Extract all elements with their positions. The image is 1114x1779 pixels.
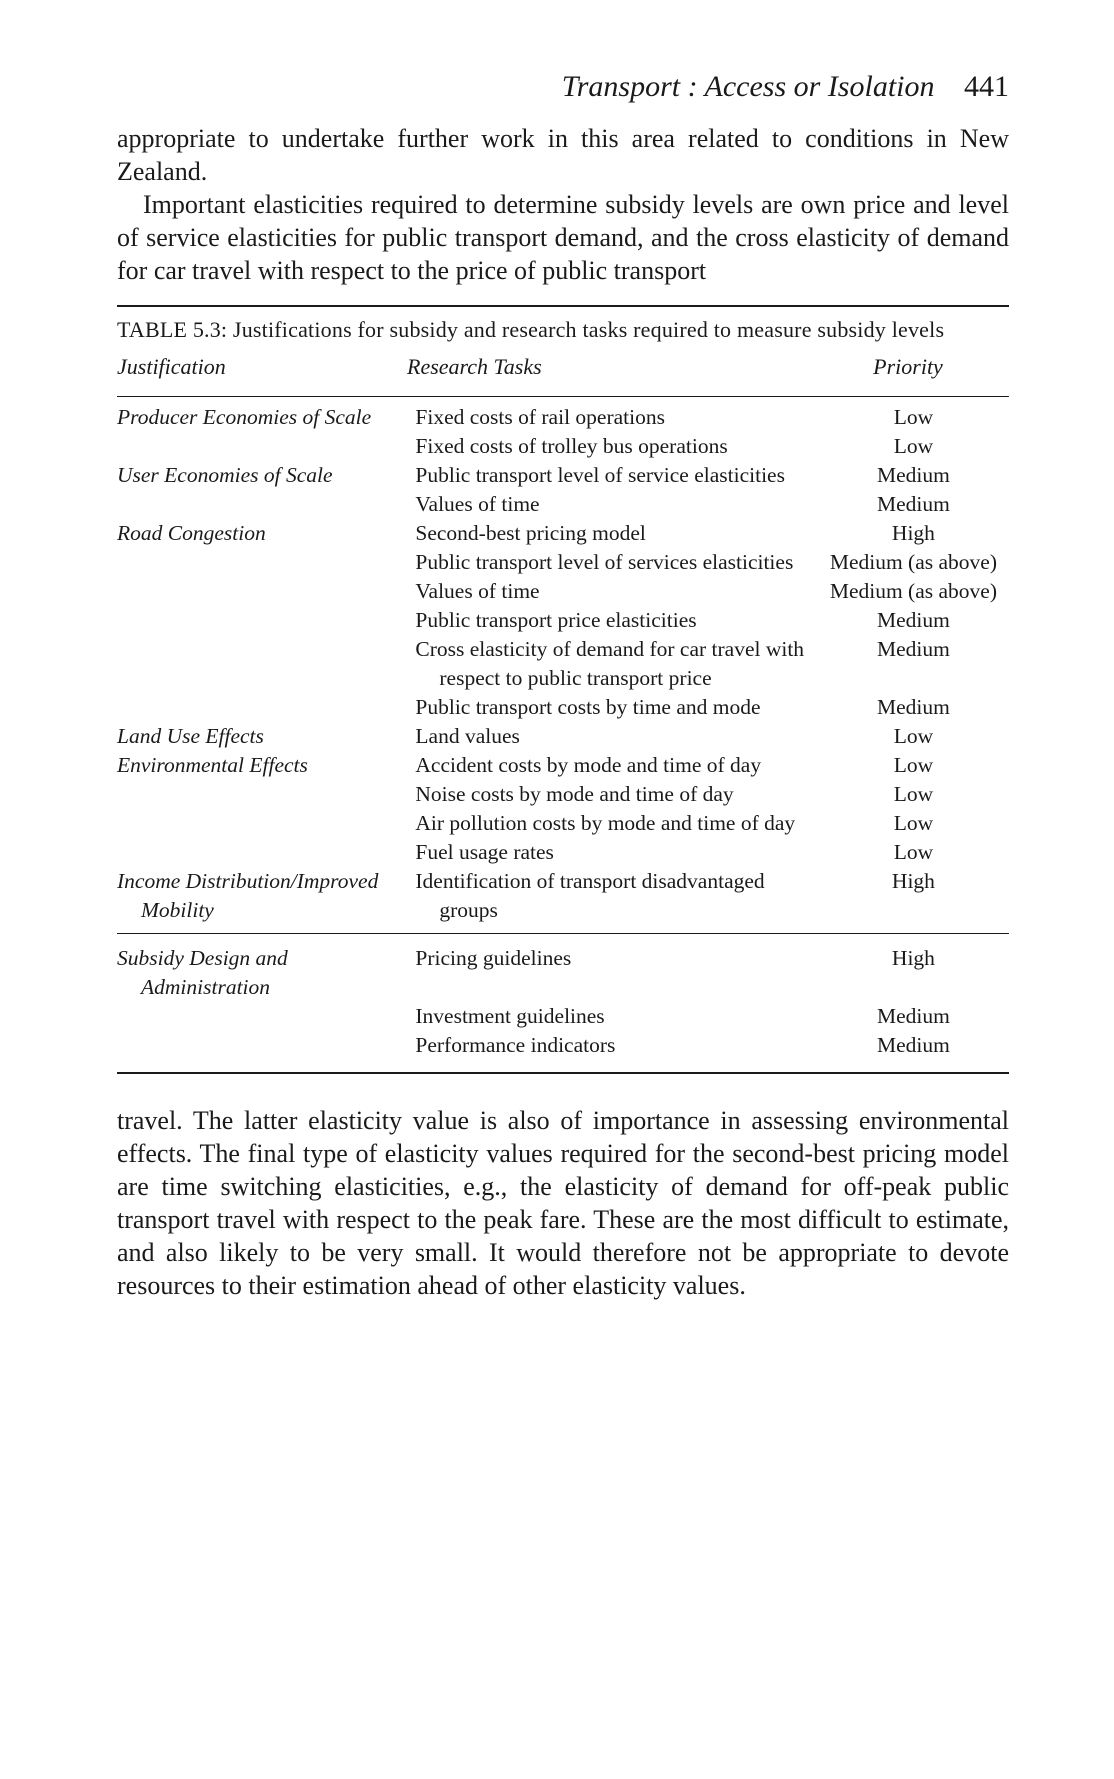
table-caption: TABLE 5.3: Justifications for subsidy and research tasks required to measure subsidy levels: [117, 317, 945, 342]
header-justification: Justification: [117, 354, 226, 379]
table-row: [117, 809, 1009, 838]
priority-cell: Low: [893, 782, 934, 806]
research-task-cell: Cross elasticity of demand for car travel with respect to public transport price: [415, 637, 805, 690]
research-task-cell: Second-best pricing model: [415, 521, 646, 545]
priority-cell: High: [891, 521, 935, 545]
header-research-tasks: Research Tasks: [407, 354, 542, 379]
table-row: [117, 722, 1009, 751]
table-row: [117, 1002, 1009, 1031]
table-header-row: [117, 354, 1009, 397]
justification-cell: Land Use Effects: [117, 724, 264, 748]
priority-cell: High: [891, 869, 935, 893]
priority-cell: Medium: [876, 1033, 950, 1057]
priority-cell: Medium: [876, 463, 950, 487]
justification-cell: [117, 1002, 415, 1031]
justification-cell: User Economies of Scale: [117, 463, 333, 487]
research-task-cell: Identification of transport disadvantaged groups: [415, 869, 765, 922]
research-task-cell: Land values: [415, 724, 520, 748]
research-task-cell: Noise costs by mode and time of day: [415, 782, 734, 806]
outro-paragraph: travel. The latter elasticity value is also of importance in assessing environmental effects. The final type of elasticity values required for the second-best pricing model are time switching elasticities, e.g., the elasticity of demand for off-peak public transport travel with respect to the peak fare. These are the most difficult to estimate, and also likely to be very small. It would therefore not be appropriate to devote resources to their estimation ahead of other elasticity values.: [117, 1106, 1009, 1300]
table-row: [117, 635, 1009, 693]
table-row: [117, 403, 1009, 432]
justification-cell: [117, 1031, 415, 1060]
justification-cell: [117, 780, 415, 809]
intro-paragraph-2: Important elasticities required to determine subsidy levels are own price and level of service elasticities for public transport demand, and the cross elasticity of demand for car travel with respect to the price of public transport: [117, 190, 1009, 285]
running-head: [117, 70, 1009, 114]
justification-cell: [117, 606, 415, 635]
priority-cell: Medium (as above): [829, 579, 997, 603]
justification-cell: [117, 838, 415, 867]
justification-cell: [117, 548, 415, 577]
justification-cell: Road Congestion: [117, 521, 266, 545]
research-task-cell: Values of time: [415, 579, 540, 603]
priority-cell: Low: [893, 753, 934, 777]
book-page: [117, 70, 1009, 1302]
table-row: [117, 1031, 1009, 1060]
priority-cell: Low: [893, 724, 934, 748]
justification-cell: [117, 490, 415, 519]
research-task-cell: Fixed costs of trolley bus operations: [415, 434, 728, 458]
priority-cell: Low: [893, 811, 934, 835]
table-row: [117, 432, 1009, 461]
justification-cell: [117, 635, 415, 693]
research-task-cell: Fuel usage rates: [415, 840, 554, 864]
table-row: [117, 751, 1009, 780]
table-row: [117, 577, 1009, 606]
table-row: [117, 838, 1009, 867]
priority-cell: Medium: [876, 1004, 950, 1028]
table-row: [117, 490, 1009, 519]
table-row: [117, 693, 1009, 722]
table-row: [117, 548, 1009, 577]
running-head-title: Transport : Access or Isolation: [561, 70, 935, 103]
priority-cell: Medium (as above): [829, 550, 997, 574]
subsidy-table: [117, 305, 1009, 1074]
justification-cell: [117, 577, 415, 606]
research-task-cell: Public transport price elasticities: [415, 608, 697, 632]
header-priority: Priority: [873, 354, 943, 379]
table-row: [117, 867, 1009, 925]
research-task-cell: Accident costs by mode and time of day: [415, 753, 762, 777]
research-task-cell: Investment guidelines: [415, 1004, 605, 1028]
table-body: [117, 397, 1009, 1068]
research-task-cell: Air pollution costs by mode and time of day: [415, 811, 796, 835]
justification-cell: Producer Economies of Scale: [117, 405, 372, 429]
research-task-cell: Public transport level of services elasticities: [415, 550, 794, 574]
intro-paragraph-1: appropriate to undertake further work in this area related to conditions in New Zealand.: [117, 124, 1009, 186]
justification-cell: [117, 432, 415, 461]
research-task-cell: Public transport level of service elasticities: [415, 463, 785, 487]
priority-cell: Low: [893, 434, 934, 458]
table-bottom-rule: [117, 1072, 1009, 1074]
table-row: [117, 944, 1009, 1002]
table-group: [117, 933, 1009, 1068]
justification-cell: [117, 693, 415, 722]
priority-cell: Medium: [876, 608, 950, 632]
table-row: [117, 780, 1009, 809]
research-task-cell: Fixed costs of rail operations: [415, 405, 665, 429]
priority-cell: Medium: [876, 695, 950, 719]
justification-cell: Income Distribution/Improved Mobility: [117, 869, 379, 922]
table-group: [117, 397, 1009, 933]
research-task-cell: Performance indicators: [415, 1033, 616, 1057]
priority-cell: Low: [893, 840, 934, 864]
research-task-cell: Pricing guidelines: [415, 946, 572, 970]
table-row: [117, 606, 1009, 635]
justification-cell: Subsidy Design and Administration: [117, 946, 288, 999]
priority-cell: Medium: [876, 492, 950, 516]
justification-cell: Environmental Effects: [117, 753, 308, 777]
justification-cell: [117, 809, 415, 838]
priority-cell: Medium: [876, 637, 950, 661]
priority-cell: High: [891, 946, 935, 970]
table-row: [117, 519, 1009, 548]
priority-cell: Low: [893, 405, 934, 429]
page-number: 441: [964, 70, 1009, 103]
research-task-cell: Values of time: [415, 492, 540, 516]
research-task-cell: Public transport costs by time and mode: [415, 695, 761, 719]
table-row: [117, 461, 1009, 490]
